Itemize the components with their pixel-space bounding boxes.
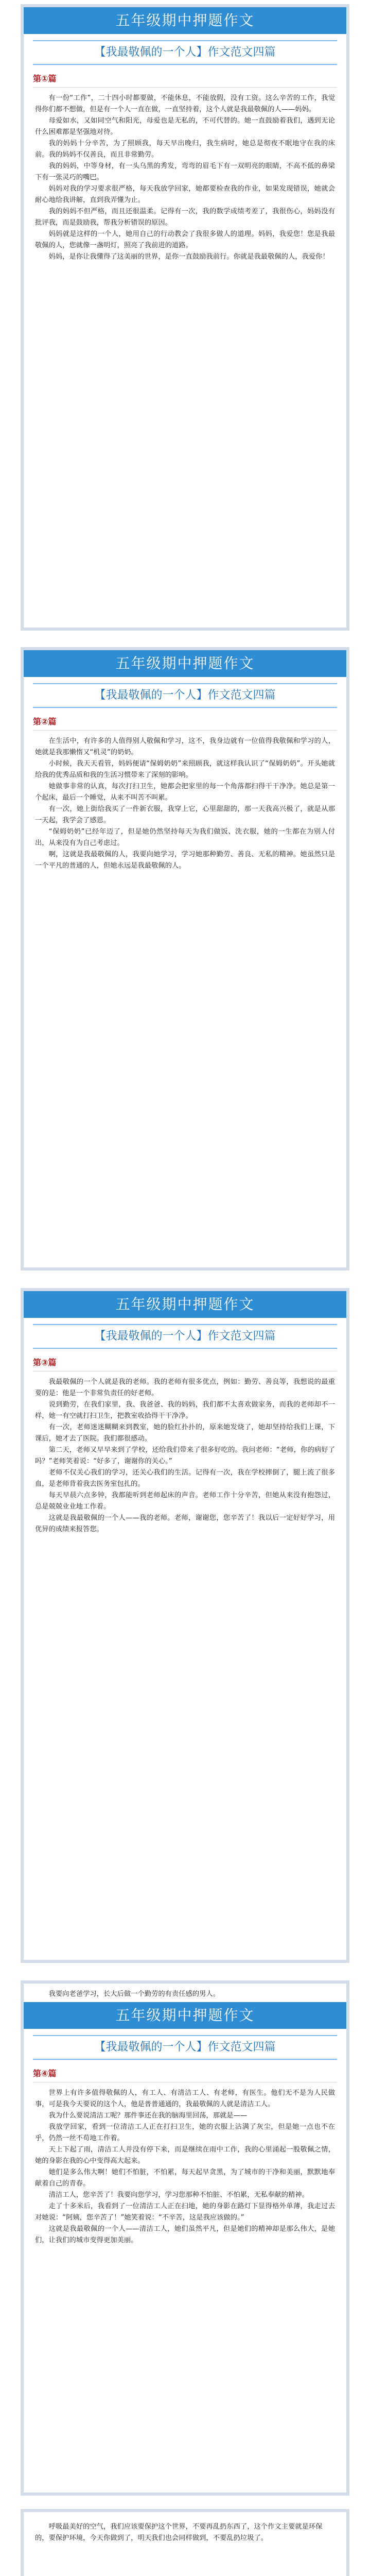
banner-title: 五年级期中押题作文 [24, 2002, 346, 2029]
section-header [33, 1356, 337, 1371]
paragraph: 我最敬佩的一个人就是我的老师。我的老师有很多优点，例如：勤劳、善良等，我想说的最重要的是：他是一个非常负责任的好老师。 [35, 1378, 335, 1397]
section-header [33, 715, 337, 731]
paragraph: 她做事非常的认真，每次打扫卫生，她都会把家里的每一个角落都扫得干干净净。她总是第一个起床，最后一个睡觉，从来不叫苦不叫累。 [35, 783, 335, 802]
paragraph: 在生活中，有许多的人值得别人敬佩和学习，这不，我身边就有一位值得我敬佩和学习的人，她就是我那懒惰又“机灵”的奶奶。 [35, 737, 335, 756]
essay-body [35, 736, 335, 872]
paragraph: 这就是我最敬佩的一个人——清洁工人，她们虽然平凡，但是她们的精神却是那么伟大，是她们，让我们的城市变得更加美丽。 [35, 2225, 335, 2244]
paragraph: 天上下起了雨，清洁工人并没有停下来，而是继续在雨中工作，我的心里涌起一股敬佩之情，她的身影在我的心中变得高大起来。 [35, 2146, 335, 2165]
essay-body [35, 93, 335, 263]
subtitle: 【我最敬佩的一个人】作文范文四篇 [33, 1324, 337, 1349]
section-label: 第④篇 [33, 2069, 57, 2078]
section-label: 第②篇 [33, 717, 57, 726]
banner-title: 五年级期中押题作文 [24, 650, 346, 677]
paragraph: 走了十多米后，我看到了一位清洁工人正在扫地，她的身影在路灯下显得格外单薄，我走过去对她说：“阿姨，您辛苦了！”她笑着说：“不辛苦，这是我应该做的。” [35, 2202, 335, 2222]
paragraph: 老师不仅关心我们的学习，还关心我们的生活。记得有一次，我在学校摔倒了，腿上流了很多血，是老师背着我去医务室包扎的。 [35, 1469, 335, 1488]
essay-card-4 [21, 1980, 349, 2496]
essay-card-3 [21, 1288, 349, 1963]
paragraph: 这就是我最敬佩的一个人——我的老师。老师，谢谢您，您辛苦了！我以后一定好好学习，用优异的成绩来报答您。 [35, 1514, 335, 1533]
paragraph: 说到勤劳，在我们家里，我、我爸爸、我的妈妈，我们都不太喜欢做家务，而我的老师却不一样，她一有空就打扫卫生，把教室收拾得干干净净。 [35, 1401, 335, 1420]
essay-body [35, 1377, 335, 1535]
paragraph: 她们是多么伟大啊！她们不怕脏，不怕累，每天起早贪黑，为了城市的干净和美丽，默默地奉献着自己的青春。 [35, 2168, 335, 2188]
footer-card [21, 2509, 349, 2576]
subtitle: 【我最敬佩的一个人】作文范文四篇 [33, 40, 337, 65]
banner-title: 五年级期中押题作文 [24, 7, 346, 34]
section-header [33, 2067, 337, 2082]
intro-line: 我要向老爸学习，长大后做一个勤劳的有责任感的男人。 [48, 1990, 220, 1998]
banner-title: 五年级期中押题作文 [24, 1291, 346, 1318]
paragraph: “保姆奶奶”已经年迈了，但是她仍然坚持每天为我们做饭、洗衣服，她的一生都在为别人付出，从来没有为自己考虑过。 [35, 828, 335, 847]
paragraph: 有一次，她上街给我买了一件新衣服，我穿上它，心里甜甜的，那一天我高兴极了，就是从那一天起，我学会了感恩。 [35, 805, 335, 824]
paragraph: 妈妈就是这样的一个人，她用自己的行动教会了我很多做人的道理。妈妈，我爱您！您是我最敬佩的人，您就像一盏明灯，照亮了我前进的道路。 [35, 230, 335, 249]
subtitle: 【我最敬佩的一个人】作文范文四篇 [33, 683, 337, 708]
paragraph: 妈妈对我的学习要求很严格，每天我放学回家，她都要检查我的作业，如果发现错误，她就会耐心地给我讲解，直到我弄懂为止。 [35, 185, 335, 204]
paragraph: 有一份“工作”，二十四小时都要做，不能休息，不能放假，没有工资。这么辛苦的工作，我觉得你们都不想做，但是有一个人一直在做，一直坚持着，这个人就是我最敬佩的人——妈妈。 [35, 94, 335, 113]
paragraph: 啊，这就是我最敬佩的人，我要向她学习，学习她那种勤劳、善良、无私的精神。她虽然只是一个平凡的普通的人，但她永远是我最敬佩的人。 [35, 851, 335, 870]
paragraph: 每天早晨六点多钟，我都能听到老师起床的声音。老师工作十分辛苦，但她从来没有抱怨过，总是兢兢业业地工作着。 [35, 1492, 335, 1511]
paragraph: 母爱如水，又如同空气和阳光，母爱也是无私的，不可代替的。她一直鼓励着我们，遇到无论什么困难都是坚强地对待。 [35, 117, 335, 136]
paragraph: 清洁工人，您辛苦了！我要向您学习，学习您那种不怕脏、不怕累，无私奉献的精神。 [48, 2191, 309, 2199]
paragraph: 妈妈，是你让我懂得了这美丽的世界，是你一直鼓励我前行。你就是我最敬佩的人，我爱你！ [48, 253, 329, 261]
essay-card-1 [21, 4, 349, 631]
paragraph: 有一次，老师迷迷糊糊来到教室，她的脸红扑扑的，原来她发烧了，她却坚持给我们上课，下课后，她才去了医院。我们都很感动。 [35, 1423, 335, 1443]
essay-card-2 [21, 647, 349, 1270]
section-header [33, 72, 337, 88]
paragraph: 第二天，老师又早早来到了学校，还给我们带来了很多好吃的。我问老师：“老师，你的病好了吗？”老师笑着说：“好多了，谢谢你的关心。” [35, 1446, 335, 1465]
paragraph: 我的妈妈不但严格，而且还很温柔。记得有一次，我的数学成绩考差了，我很伤心，妈妈没有批评我，而是鼓励我，帮我分析错误的原因。 [35, 208, 335, 227]
paragraph: 我放学回家，看到一位清洁工人正在打扫卫生，她的衣服上沾满了灰尘，但是她一点也不在乎，仍然一丝不苟地工作着。 [35, 2123, 335, 2142]
section-label: 第③篇 [33, 1358, 57, 1367]
paragraph: 我的妈妈，中等身材，有一头乌黑的秀发，弯弯的眉毛下有一双明亮的眼睛，不高不低的鼻梁下有一张灵巧的嘴巴。 [35, 162, 335, 181]
footer-text: 呼吸最美好的空气，我们应该要保护这个世界，不要再乱扔东西了，这个作文主要就是环保的，要保护环境，今天你做到了，明天我们也会同样做到，不要乱扔垃圾了。 [35, 2523, 323, 2542]
paragraph: 我的妈妈十分辛苦，为了照顾我，每天早出晚归，我生病时，她总是彻夜不眠地守在我的床前。我的妈妈不仅善良，而且非常勤劳。 [35, 140, 335, 159]
essay-body [35, 2088, 335, 2246]
paragraph: 世界上有许多值得敬佩的人，有工人、有清洁工人、有老师，有医生。他们无不是为人民做事，可是我今天要说的这个人，他是普普通通的，我最敬佩的人就是清洁工人。 [35, 2089, 335, 2108]
section-label: 第①篇 [33, 74, 57, 83]
paragraph: 小时候，我天天看管，妈妈便请“保姆奶奶”来照顾我，就这样我认识了“保姆奶奶”。开头她就给我的优秀品质和我的生活习惯带来了深刻的影响。 [35, 760, 335, 779]
paragraph: 我为什么要说清洁工呢？那件事还在我的脑海里回荡，那就是—— [48, 2112, 248, 2120]
subtitle: 【我最敬佩的一个人】作文范文四篇 [33, 2035, 337, 2060]
